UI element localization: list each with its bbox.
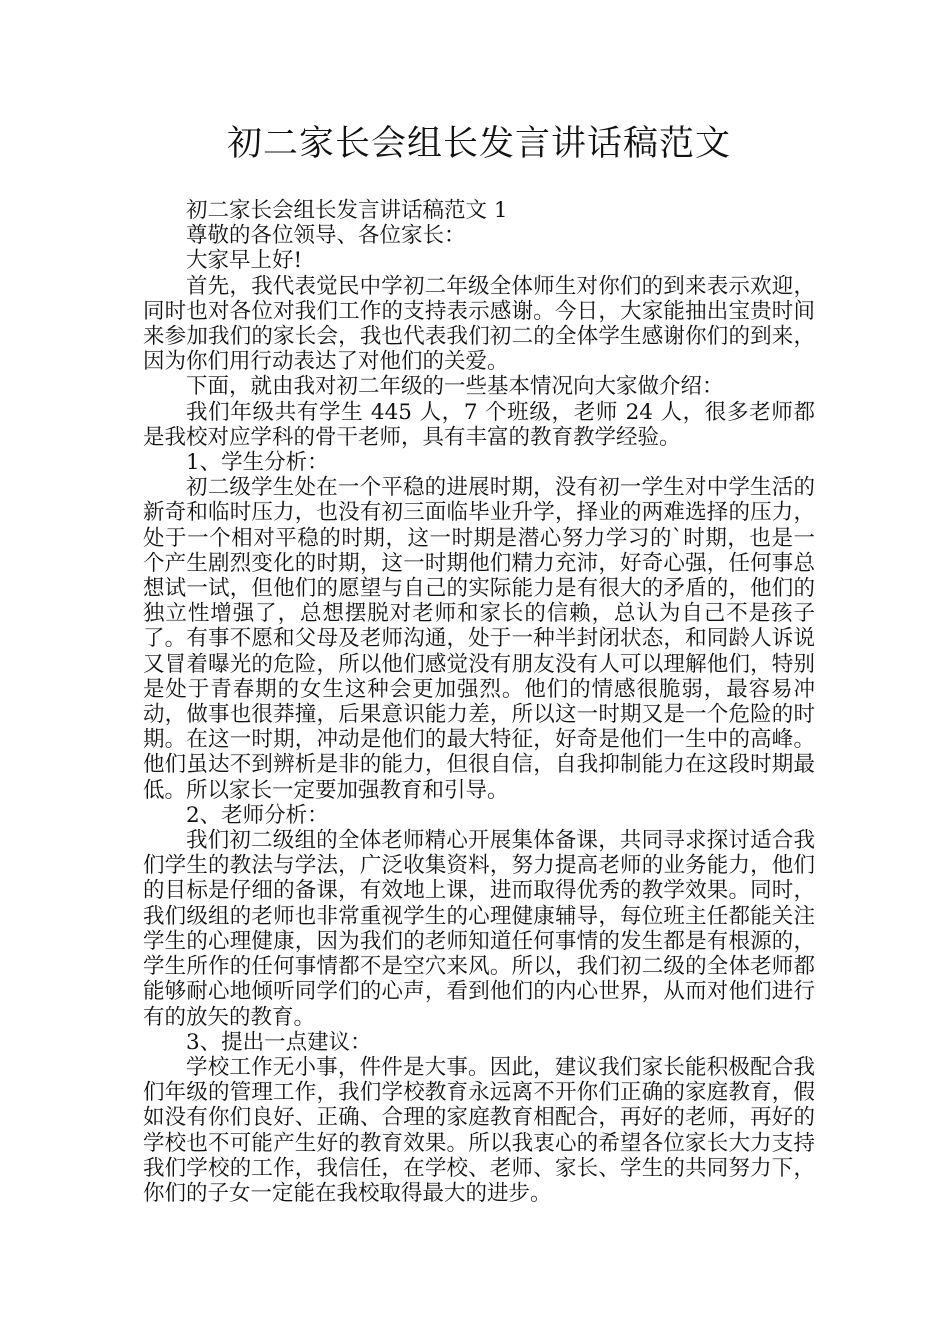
paragraph-greeting: 大家早上好! [186,248,303,274]
heading-student-analysis: 1、学生分析： [186,450,329,476]
paragraph-suggestion: 学校工作无小事，件件是大事。因此，建议我们家长能积极配合我们年级的管理工作，我们学校教育永远离不开你们正确的家庭教育，假如没有你们良好、正确、合理的家庭教育相配合，再好的老师，再好的学校也不可能产生好的教育效果。所以我衷心的希望各位家长大力支持我们学校的工作，我信任，在学校、老师、家长、学生的共同努力下，你们的子女一定能在我校取得最大的进步。 [143,1054,815,1206]
heading-teacher-analysis: 2、老师分析： [186,802,329,828]
paragraph-salutation: 尊敬的各位领导、各位家长： [186,223,466,249]
paragraph-teacher-analysis: 我们初二级组的全体老师精心开展集体备课，共同寻求探讨适合我们学生的教法与学法，广泛收集资料，努力提高老师的业务能力，他们的目标是仔细的备课，有效地上课，进而取得优秀的教学效果。同时，我们级组的老师也非常重视学生的心理健康辅导，每位班主任都能关注学生的心理健康，因为我们的老师知道任何事情的发生都是有根源的，学生所作的任何事情都不是空穴来风。所以，我们初二级的全体老师都能够耐心地倾听同学们的心声，看到他们的内心世界，从而对他们进行有的放矢的教育。 [143,828,815,1030]
document-page [143,120,815,1206]
heading-suggestion: 3、提出一点建议： [186,1029,372,1055]
paragraph-subtitle: 初二家长会组长发言讲话稿范文 1 [186,198,508,223]
paragraph-introduction: 下面，就由我对初二年级的一些基本情况向大家做介绍： [186,374,724,400]
paragraph-welcome: 首先，我代表觉民中学初二年级全体师生对你们的到来表示欢迎，同时也对各位对我们工作的支持表示感谢。今日，大家能抽出宝贵时间来参加我们的家长会，我也代表我们初二的全体学生感谢你们的到来，因为你们用行动表达了对他们的关爱。 [143,273,815,375]
paragraph-student-analysis: 初二级学生处在一个平稳的进展时期，没有初一学生对中学生活的新奇和临时压力，也没有初三面临毕业升学，择业的两难选择的压力，处于一个相对平稳的时期，这一时期是潜心努力学习的`时期，也是一个产生剧烈变化的时期，这一时期他们精力充沛，好奇心强，任何事总想试一试，但他们的愿望与自己的实际能力是有很大的矛盾的，他们的独立性增强了，总想摆脱对老师和家长的信赖，总认为自己不是孩子了。有事不愿和父母及老师沟通，处于一种半封闭状态，和同龄人诉说又冒着曝光的危险，所以他们感觉没有朋友没有人可以理解他们，特别是处于青春期的女生这种会更加强烈。他们的情感很脆弱，最容易冲动，做事也很莽撞，后果意识能力差，所以这一时期又是一个危险的时期。在这一时期，冲动是他们的最大特征，好奇是他们一生中的高峰。他们虽达不到辨析是非的能力，但很自信，自我抑制能力在这段时期最低。所以家长一定要加强教育和引导。 [143,475,815,803]
paragraph-grade-overview: 我们年级共有学生 445 人，7 个班级，老师 24 人，很多老师都是我校对应学科的骨干老师，具有丰富的教育教学经验。 [143,399,815,450]
document-title: 初二家长会组长发言讲话稿范文 [226,124,731,164]
document-body [143,198,815,1206]
